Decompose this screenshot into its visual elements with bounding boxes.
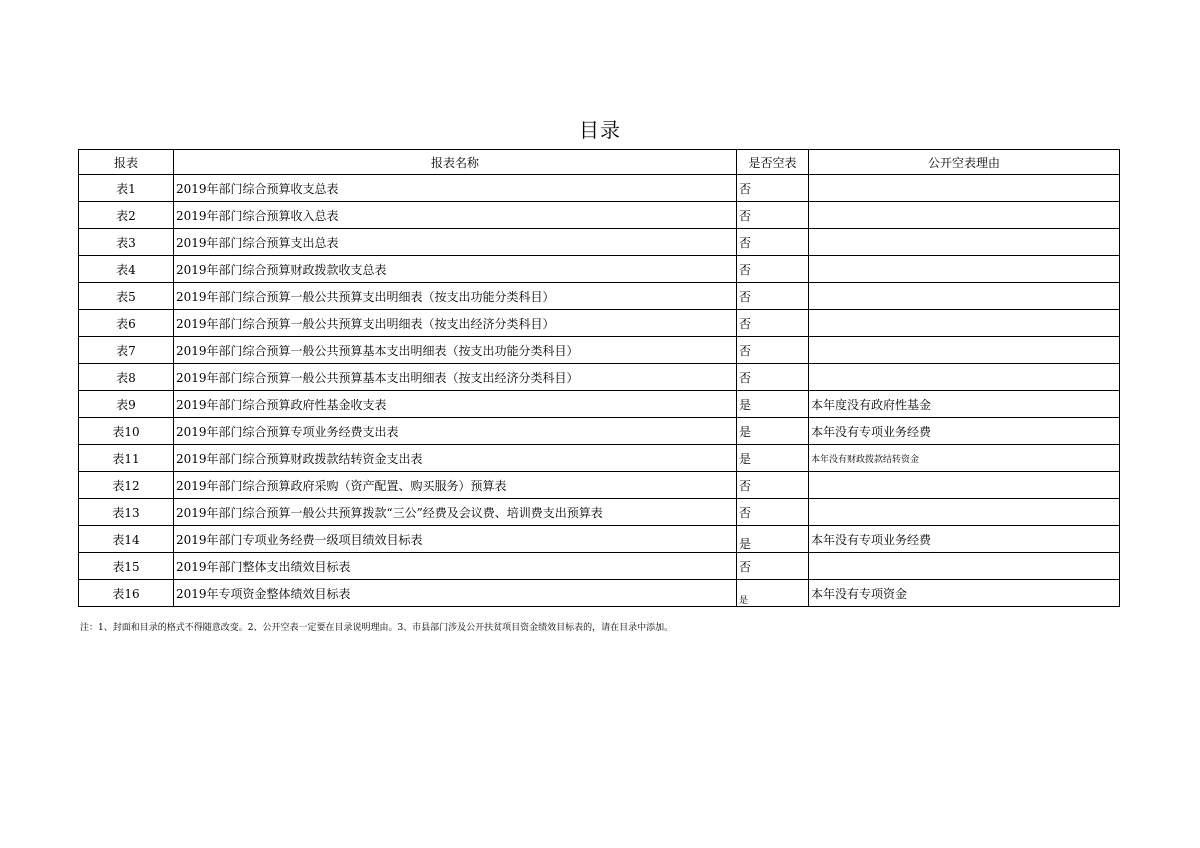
empty-reason (809, 499, 1120, 526)
is-empty: 否 (737, 310, 809, 337)
report-name: 2019年专项资金整体绩效目标表 (174, 580, 737, 607)
table-row (79, 391, 1120, 418)
table-row (79, 580, 1120, 607)
table-row (79, 256, 1120, 283)
is-empty: 是 (737, 391, 809, 418)
report-name: 2019年部门综合预算专项业务经费支出表 (174, 418, 737, 445)
table-row (79, 526, 1120, 553)
report-no: 表15 (79, 553, 174, 580)
page-title: 目录 (579, 118, 621, 142)
footnote: 注：1、封面和目录的格式不得随意改变。2、公开空表一定要在目录说明理由。3、市县部门涉及公开扶贫项目资金绩效目标表的，请在目录中添加。 (80, 623, 674, 633)
empty-reason: 本年没有专项资金 (809, 580, 1120, 607)
report-no: 表8 (79, 364, 174, 391)
is-empty: 是 (737, 580, 809, 607)
report-name: 2019年部门综合预算支出总表 (174, 229, 737, 256)
empty-reason (809, 553, 1120, 580)
report-no: 表12 (79, 472, 174, 499)
report-name: 2019年部门综合预算一般公共预算基本支出明细表（按支出经济分类科目） (174, 364, 737, 391)
table-row (79, 445, 1120, 472)
is-empty: 否 (737, 229, 809, 256)
is-empty: 是 (737, 445, 809, 472)
report-name: 2019年部门综合预算一般公共预算基本支出明细表（按支出功能分类科目） (174, 337, 737, 364)
is-empty: 是 (737, 418, 809, 445)
empty-reason (809, 472, 1120, 499)
is-empty: 否 (737, 472, 809, 499)
catalog-table (78, 149, 1120, 607)
is-empty: 否 (737, 283, 809, 310)
is-empty: 否 (737, 175, 809, 202)
report-name: 2019年部门综合预算一般公共预算支出明细表（按支出功能分类科目） (174, 283, 737, 310)
report-no: 表6 (79, 310, 174, 337)
empty-reason: 本年没有专项业务经费 (809, 526, 1120, 553)
table-body (79, 175, 1120, 607)
report-no: 表7 (79, 337, 174, 364)
empty-reason: 本年没有专项业务经费 (809, 418, 1120, 445)
report-no: 表3 (79, 229, 174, 256)
is-empty: 否 (737, 499, 809, 526)
report-no: 表10 (79, 418, 174, 445)
empty-reason (809, 310, 1120, 337)
report-name: 2019年部门综合预算政府性基金收支表 (174, 391, 737, 418)
is-empty: 是 (737, 526, 809, 553)
table-row (79, 229, 1120, 256)
report-no: 表16 (79, 580, 174, 607)
report-name: 2019年部门专项业务经费一级项目绩效目标表 (174, 526, 737, 553)
report-name: 2019年部门综合预算财政拨款收支总表 (174, 256, 737, 283)
header-empty-reason: 公开空表理由 (809, 150, 1120, 175)
empty-reason (809, 229, 1120, 256)
header-report-no: 报表 (79, 150, 174, 175)
table-row (79, 202, 1120, 229)
table-row (79, 499, 1120, 526)
is-empty: 否 (737, 337, 809, 364)
header-report-name: 报表名称 (174, 150, 737, 175)
is-empty: 否 (737, 202, 809, 229)
empty-reason (809, 337, 1120, 364)
report-name: 2019年部门综合预算财政拨款结转资金支出表 (174, 445, 737, 472)
report-no: 表2 (79, 202, 174, 229)
report-no: 表13 (79, 499, 174, 526)
report-name: 2019年部门综合预算收支总表 (174, 175, 737, 202)
table-row (79, 472, 1120, 499)
is-empty: 否 (737, 256, 809, 283)
header-row (79, 150, 1120, 175)
table-row (79, 175, 1120, 202)
report-no: 表14 (79, 526, 174, 553)
report-name: 2019年部门综合预算一般公共预算支出明细表（按支出经济分类科目） (174, 310, 737, 337)
report-name: 2019年部门综合预算一般公共预算拨款“三公”经费及会议费、培训费支出预算表 (174, 499, 737, 526)
report-no: 表1 (79, 175, 174, 202)
report-no: 表11 (79, 445, 174, 472)
report-no: 表4 (79, 256, 174, 283)
empty-reason: 本年没有财政拨款结转资金 (809, 445, 1120, 472)
empty-reason: 本年度没有政府性基金 (809, 391, 1120, 418)
report-name: 2019年部门综合预算收入总表 (174, 202, 737, 229)
report-no: 表9 (79, 391, 174, 418)
report-name: 2019年部门综合预算政府采购（资产配置、购买服务）预算表 (174, 472, 737, 499)
report-no: 表5 (79, 283, 174, 310)
table-row (79, 418, 1120, 445)
header-is-empty: 是否空表 (737, 150, 809, 175)
table-row (79, 364, 1120, 391)
table-row (79, 337, 1120, 364)
is-empty: 否 (737, 364, 809, 391)
table-row (79, 553, 1120, 580)
empty-reason (809, 256, 1120, 283)
empty-reason (809, 202, 1120, 229)
empty-reason (809, 364, 1120, 391)
empty-reason (809, 283, 1120, 310)
empty-reason (809, 175, 1120, 202)
report-name: 2019年部门整体支出绩效目标表 (174, 553, 737, 580)
table-row (79, 283, 1120, 310)
is-empty: 否 (737, 553, 809, 580)
table-row (79, 310, 1120, 337)
